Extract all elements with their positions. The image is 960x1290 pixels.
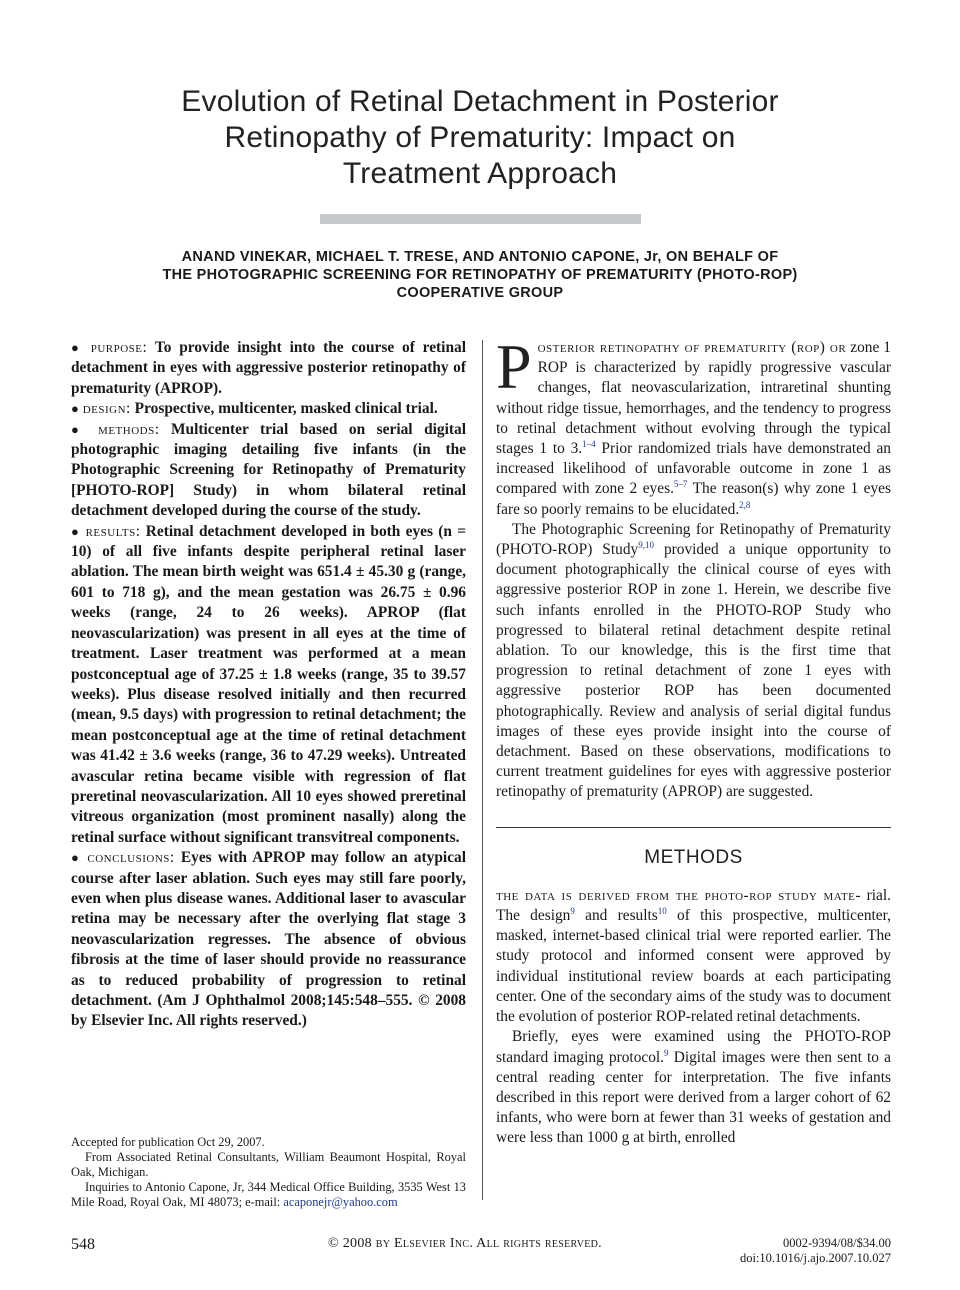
citation-link[interactable]: 9,10 [638, 539, 654, 550]
results-text: Retinal detachment developed in both eyes (n = 10) of all five infants despite peripheral retinal laser ablation. The mean birth weight was 651.4 ± 45.30 g (range, 601 to 718 g), and the mean gestation was 26.75 ± 0.96 weeks (range, 24 to 26 weeks). APROP (flat neovascularization) was present in all eyes at the time of treatment. Laser treatment was performed at a mean postconceptual age of 37.25 ± 1.8 weeks (range, 35 to 39.57 weeks). Plus disease resolved initially and then recurred (mean, 9.5 days) with progression to retinal detachment; the mean postconceptual age at the time of retinal detachment was 41.42 ± 3.6 weeks (range, 36 to 47.29 weeks). Untreated avascular retina became visible with regression of flat preretinal neovascularization. All 10 eyes showed preretinal vitreous organization (most prominent nasally) along the retinal surface without significant transvitreal components. [71, 522, 466, 846]
column-divider [482, 340, 483, 1200]
citation-link[interactable]: 5–7 [673, 479, 688, 490]
citation-link[interactable]: 1–4 [582, 438, 596, 449]
title-line-1: Evolution of Retinal Detachment in Posterior [181, 85, 779, 118]
title-line-2: Retinopathy of Prematurity: Impact on [224, 121, 736, 154]
page-footer [71, 1236, 891, 1276]
intro2-text-b: provided a unique opportunity to document photographically the clinical course of eyes with aggressive posterior ROP in zone 1. Herein, we describe five such infants enrolled in the PHOTO-ROP Study who progressed to bilateral retinal detachment despite retinal ablation. To our knowledge, this is the first time that progression to retinal detachment of zone 1 eyes with aggressive posterior ROP has been documented photographically. Review and analysis of serial digital fundus images of these eyes provide insight into the course of detachment. Based on these observations, modifications to current treatment guidelines for eyes with aggressive posterior retinopathy of prematurity (APROP) are suggested. [496, 541, 891, 801]
title-rule [320, 214, 641, 224]
authors-line-2: THE PHOTOGRAPHIC SCREENING FOR RETINOPATHY OF PREMATURITY (PHOTO-ROP) [162, 267, 798, 283]
methods-text-a: rial. The design [496, 886, 891, 925]
purpose-label: purpose: [90, 339, 148, 356]
methods2-text-b: Digital images were then sent to a central reading center for interpretation. The five infants described in this report were derived from a larger cohort of 62 infants, who were born at fewer than 31 weeks of gestation and were less than 1000 g at birth, enrolled [496, 1048, 891, 1147]
conclusions-label: conclusions: [87, 849, 175, 867]
abstract [71, 338, 466, 1032]
identifiers [740, 1236, 891, 1266]
article-title [120, 84, 840, 192]
page-number: 548 [71, 1236, 95, 1253]
methods-heading: METHODS [644, 846, 743, 868]
accepted-note: Accepted for publication Oct 29, 2007. [71, 1135, 265, 1149]
authors-line-3: COOPERATIVE GROUP [396, 285, 564, 301]
issn: 0002-9394/08/$34.00 [783, 1236, 891, 1250]
email-link[interactable]: acaponejr@yahoo.com [283, 1195, 398, 1210]
abstract-design: ● design: Prospective, multicenter, masked clinical trial. [71, 400, 438, 418]
intro-text-b: Prior randomized trials have demonstrated an increased likelihood of unfavorable outcome in zone 1 as compared with zone 2 eyes. [496, 440, 891, 498]
intro-paragraph-2 [496, 520, 891, 803]
body-text [496, 331, 891, 1149]
doi: doi:10.1016/j.ajo.2007.10.027 [739, 1251, 891, 1265]
abstract-conclusions: ● conclusions: Eyes with APROP may follow an atypical course after laser ablation. Such eyes may still fare poorly, even when plus disease wanes. Additional laser to avascular retina may be necessary after the overlying flat stage 3 neovascularization regresses. The absence of obvious fibrosis at the time of laser should provide no reassurance as to reduced probability of progression to retinal detachment. (Am J Ophthalmol 2008;145:548–555. © 2008 by Elsevier Inc. All rights reserved.) [71, 849, 466, 1030]
intro-text-c: The reason(s) why zone 1 eyes fare so poorly remains to be elucidated. [496, 480, 891, 518]
citation-link[interactable]: 10 [657, 905, 667, 916]
conclusions-text: Eyes with APROP may follow an atypical course after laser ablation. Such eyes may still fare poorly, even when plus disease wanes. Additional laser to avascular retina may be necessary after the overlying flat stage 3 neovascularization regresses. The absence of obvious fibrosis at the time of laser should provide no reassurance as to reduced probability of progression to retinal detachment. (Am J Ophthalmol 2008;145:548–555. © 2008 by Elsevier Inc. All rights reserved.) [71, 849, 466, 1030]
methods2-text-a: Briefly, eyes were examined using the PHOTO-ROP standard imaging protocol. [496, 1028, 891, 1066]
intro-lead: osterior retinopathy of prematurity (rop) or [537, 339, 847, 356]
citation-link[interactable]: 2,8 [739, 499, 751, 510]
intro-paragraph-1 [496, 331, 891, 520]
methods-paragraph-1 [496, 886, 891, 1027]
methods-text: Multicenter trial based on serial digital photographic imaging detailing five infants (in the Photographic Screening for Retinopathy of Prematurity [PHOTO-ROP] Study) in whom bilateral retinal detachment developed during the course of the study. [71, 420, 466, 520]
copyright-line: © 2008 by Elsevier Inc. All rights reserved. [328, 1236, 602, 1251]
citation-link[interactable]: 9 [570, 905, 575, 916]
inquiries-text: Inquiries to Antonio Capone, Jr, 344 Medical Office Building, 3535 West 13 Mile Road, Royal Oak, MI 48073; e-mail: [71, 1180, 466, 1210]
affiliation-note: From Associated Retinal Consultants, William Beaumont Hospital, Royal Oak, Michigan. [71, 1150, 466, 1180]
purpose-text: To provide insight into the course of retinal detachment in eyes with aggressive posterior retinopathy of prematurity (APROP). [71, 339, 466, 397]
methods-label: methods: [98, 420, 160, 438]
methods-text-b: and results [574, 907, 658, 925]
inquiries-note [71, 1180, 466, 1210]
author-list [90, 248, 870, 302]
results-label: results: [85, 522, 141, 540]
design-text: Prospective, multicenter, masked clinical trial. [130, 400, 438, 418]
drop-cap: P [496, 331, 532, 402]
abstract-results: ● results: Retinal detachment developed in both eyes (n = 10) of all five infants despite peripheral retinal laser ablation. The mean birth weight was 651.4 ± 45.30 g (range, 601 to 718 g), and the mean gestation was 26.75 ± 0.96 weeks (range, 24 to 26 weeks). APROP (flat neovascularization) was present in all eyes at the time of treatment. Laser treatment was performed at a mean postconceptual age of 37.25 ± 1.8 weeks (range, 35 to 39.57 weeks). Plus disease resolved initially and then recurred (mean, 9.5 days) with progression to retinal detachment; the mean postconceptual age at the time of retinal detachment was 41.42 ± 3.6 weeks (range, 36 to 47.29 weeks). Untreated avascular retina became visible with regression of flat preretinal neovascularization. All 10 eyes showed preretinal vitreous organization (most prominent nasally) along the retinal surface without significant transvitreal components. [71, 522, 466, 846]
abstract-methods: ● methods: Multicenter trial based on serial digital photographic imaging detailing five infants (in the Photographic Screening for Retinopathy of Prematurity [PHOTO-ROP] Study) in whom bilateral retinal detachment developed during the course of the study. [71, 420, 466, 520]
design-label: design: [82, 400, 131, 418]
methods-lead: the data is derived from the photo-rop study mate- [496, 886, 862, 904]
methods-text-c: of this prospective, multicenter, masked, internet-based clinical trial were reported earlier. The study protocol and informed consent were approved by individual institutional review boards at each participating center. One of the secondary aims of the study was to document the evolution of posterior ROP-related retinal detachments. [496, 907, 891, 1026]
intro-text-a: zone 1 ROP is characterized by rapidly progressive vascular changes, flat neovascularization, intraretinal shunting without ridge tissue, hemorrhages, and the tendency to progress to retinal detachment without evolving through the typical stages 1 to 3. [496, 339, 891, 458]
citation-link[interactable]: 9 [664, 1047, 669, 1058]
footnotes [71, 1135, 466, 1210]
title-line-3: Treatment Approach [342, 157, 618, 190]
section-rule [496, 827, 891, 828]
methods-paragraph-2 [496, 1027, 891, 1148]
abstract-purpose: ● purpose: To provide insight into the course of retinal detachment in eyes with aggressive posterior retinopathy of prematurity (APROP). [71, 339, 466, 397]
intro2-text-a: The Photographic Screening for Retinopathy of Prematurity (PHOTO-ROP) Study [496, 520, 891, 559]
authors-line-1: ANAND VINEKAR, MICHAEL T. TRESE, AND ANTONIO CAPONE, Jr, ON BEHALF OF [181, 249, 779, 265]
